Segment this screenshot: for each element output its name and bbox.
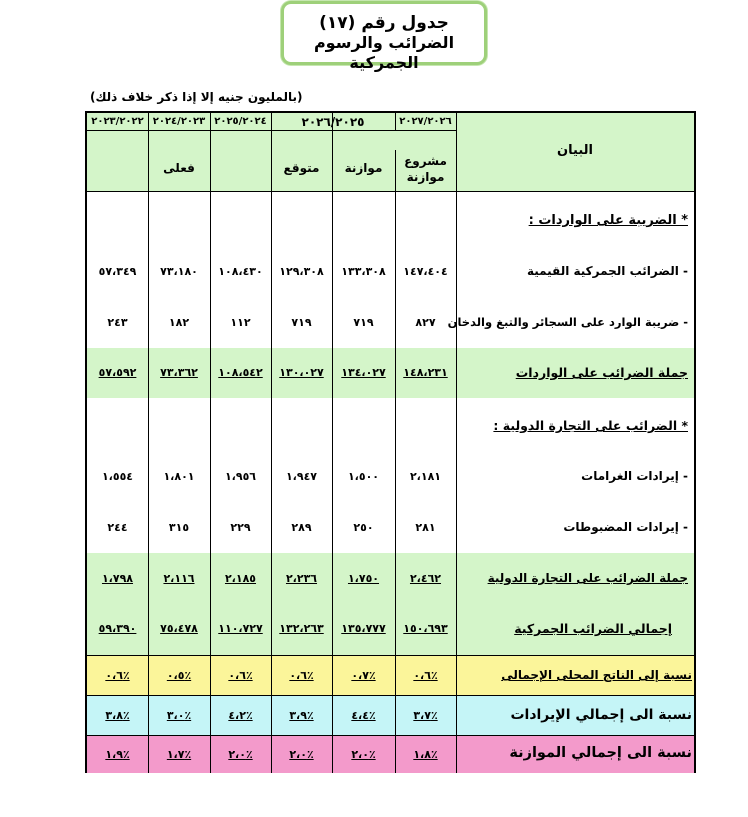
- section-imports-label: * الضريبة على الواردات :: [528, 213, 688, 228]
- expected-header: متوقع: [283, 161, 320, 175]
- table-cell: ٠،٦٪: [105, 669, 130, 682]
- table-cell: ٢،٠٪: [289, 748, 314, 761]
- table-cell: ٥٧،٣٤٩: [98, 265, 137, 278]
- table-cell: ١٥٠،٦٩٣: [403, 622, 448, 635]
- table-cell: ١١٠،٧٢٧: [218, 622, 263, 635]
- table-cell: ١،٥٥٤: [101, 470, 134, 483]
- data-table: [85, 111, 696, 773]
- table-cell: ١٠٨،٥٤٢: [218, 366, 263, 379]
- table-cell: ٢،٠٪: [351, 748, 376, 761]
- table-title-box: [281, 1, 487, 72]
- table-cell: ٢٨٩: [291, 521, 312, 534]
- table-cell: ١،٩٪: [105, 748, 130, 761]
- year-2023-2024: ٢٠٢٤/٢٠٢٣: [152, 116, 206, 127]
- table-cell: ١٣٠،٠٢٧: [279, 366, 324, 379]
- table-cell: ١١٢: [230, 316, 251, 329]
- table-cell: ٢،١٨٥: [224, 572, 257, 585]
- table-cell: ٤،٤٪: [351, 709, 376, 722]
- ratio-line-2: [87, 695, 694, 696]
- table-cell: ١،٧٥٠: [347, 572, 380, 585]
- budget-header: موازنة: [344, 161, 383, 175]
- table-cell: ٧٣،١٨٠: [160, 265, 198, 278]
- table-cell: ١٣٢،٢٦٣: [279, 622, 324, 635]
- year-2026-2027: ٢٠٢٧/٢٠٢٦: [399, 116, 452, 127]
- row-label-budget-ratio: نسبة الى إجمالي الموازنة: [509, 745, 692, 761]
- row-label-customs-total: إجمالي الضرائب الجمركية: [514, 621, 672, 636]
- table-cell: ١،٨٪: [413, 748, 438, 761]
- table-cell: ٣،٨٪: [105, 709, 130, 722]
- project-budget-line2: موازنة: [406, 170, 445, 184]
- statement-header: البيان: [557, 143, 593, 158]
- year-2024-2025: ٢٠٢٥/٢٠٢٤: [214, 116, 267, 127]
- actual-header: فعلى: [163, 161, 195, 175]
- table-cell: ٢،١٨١: [409, 470, 442, 483]
- header-bottom-line: [87, 191, 694, 192]
- table-cell: ٣،٠٪: [166, 709, 192, 722]
- table-cell: ١،٨٠١: [163, 470, 195, 483]
- table-cell: ١٢٩،٣٠٨: [279, 265, 324, 278]
- table-cell: ٧٥،٤٧٨: [160, 622, 198, 635]
- row-label-gdp-ratio: نسبة إلى الناتج المحلى الإجمالى: [501, 668, 692, 682]
- table-cell: ٣١٥: [168, 521, 190, 534]
- table-cell: ٠،٦٪: [228, 669, 253, 682]
- project-budget-header: [395, 153, 456, 185]
- ratio-line-3: [87, 735, 694, 736]
- table-cell: ٢،١١٦: [163, 572, 195, 585]
- year-2022-2023: ٢٠٢٣/٢٠٢٢: [91, 116, 144, 127]
- table-cell: ٣،٩٪: [289, 709, 314, 722]
- table-cell: ٣،٧٪: [413, 709, 438, 722]
- table-cell: ١٣٤،٠٢٧: [341, 366, 386, 379]
- table-number: جدول رقم (١٧): [319, 13, 449, 33]
- table-cell: ٤،٢٪: [228, 709, 253, 722]
- table-cell: ٠،٦٪: [289, 669, 314, 682]
- table-cell: ٢٤٣: [107, 316, 128, 329]
- table-cell: ١٨٢: [168, 316, 190, 329]
- row-label-revenue-ratio: نسبة الى إجمالي الإيرادات: [510, 707, 692, 723]
- row-label-imports-total: جملة الضرائب على الواردات: [515, 365, 688, 380]
- table-cell: ١،٩٥٦: [224, 470, 257, 483]
- row-label-customs-value: - الضرائب الجمركية القيمية: [526, 264, 688, 278]
- year-2025-2026: ٢٠٢٦/٢٠٢٥: [301, 115, 365, 129]
- table-cell: ٥٩،٣٩٠: [98, 622, 137, 635]
- table-cell: ٠،٦٪: [413, 669, 438, 682]
- table-cell: ١،٩٤٧: [285, 470, 318, 483]
- table-cell: ٢،٤٦٢: [409, 572, 442, 585]
- table-cell: ١٣٥،٧٧٧: [341, 622, 386, 635]
- table-cell: ٧١٩: [353, 316, 374, 329]
- unit-note: (بالمليون جنيه إلا إذا ذكر خلاف ذلك): [90, 90, 303, 104]
- table-cell: ٢٥٠: [353, 521, 374, 534]
- table-cell: ٧٣،٣٦٢: [160, 366, 198, 379]
- table-cell: ٢،٢٣٦: [285, 572, 318, 585]
- table-cell: ٠،٥٪: [166, 669, 192, 682]
- ratio-top-line: [87, 655, 694, 656]
- table-cell: ١٤٧،٤٠٤: [403, 265, 448, 278]
- table-cell: ٢،٠٪: [228, 748, 253, 761]
- table-title: الضرائب والرسوم الجمركية: [313, 33, 455, 72]
- project-budget-line1: مشروع: [404, 154, 447, 168]
- trade-total-band: [87, 553, 694, 655]
- table-cell: ١٣٣،٣٠٨: [341, 265, 386, 278]
- col-line-6: [456, 113, 457, 773]
- row-label-trade-total: جملة الضرائب على التجارة الدولية: [487, 571, 688, 585]
- section-trade-label: * الضرائب على التجارة الدولية :: [493, 418, 688, 433]
- row-label-seizures: - إيرادات المضبوطات: [563, 520, 688, 534]
- row-label-fines: - إيرادات الغرامات: [581, 469, 688, 483]
- row-label-tobacco-tax: - ضريبة الوارد على السجائر والتبغ والدخان: [447, 315, 688, 329]
- table-cell: ٠،٧٪: [351, 669, 376, 682]
- table-cell: ٢٤٤: [107, 521, 128, 534]
- table-cell: ٢٨١: [415, 521, 436, 534]
- table-cell: ١٤٨،٢٣١: [403, 366, 448, 379]
- table-cell: ١،٧٪: [166, 748, 192, 761]
- table-cell: ١،٧٩٨: [101, 572, 134, 585]
- table-cell: ١٠٨،٤٣٠: [218, 265, 263, 278]
- table-cell: ٨٢٧: [415, 316, 436, 329]
- table-cell: ١،٥٠٠: [347, 470, 380, 483]
- table-cell: ٧١٩: [291, 316, 312, 329]
- table-cell: ٥٧،٥٩٢: [98, 366, 137, 379]
- table-cell: ٢٢٩: [230, 521, 251, 534]
